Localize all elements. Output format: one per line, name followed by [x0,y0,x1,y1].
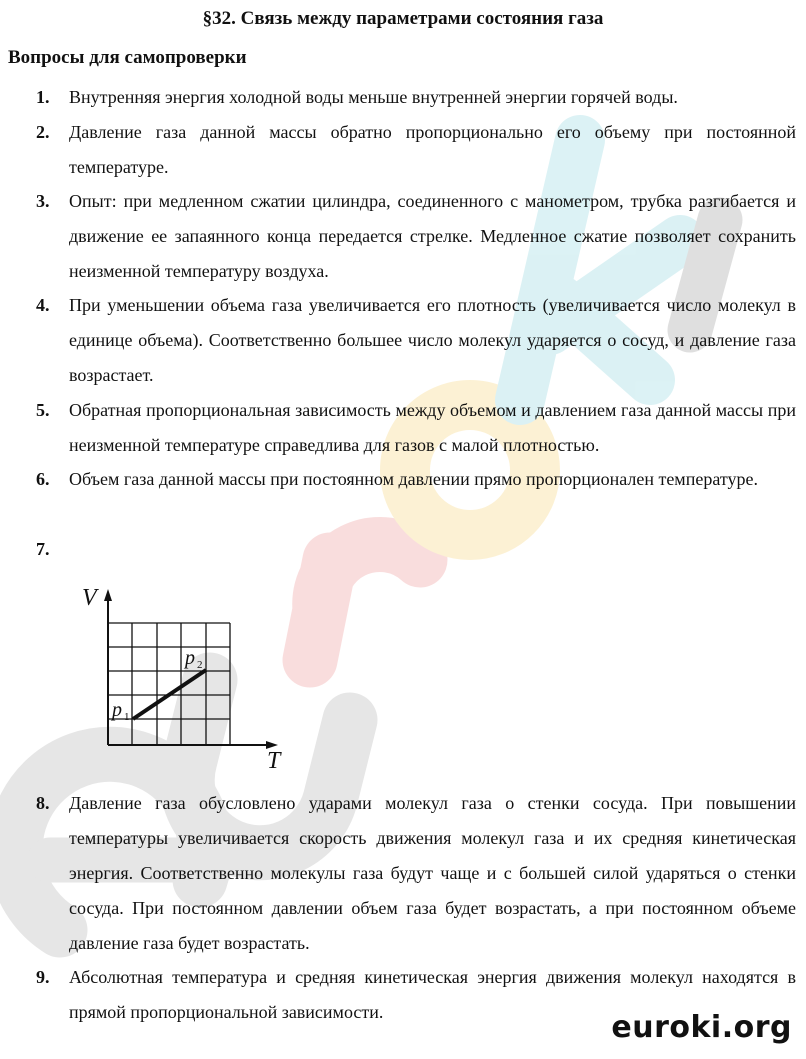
item-number: 2. [36,122,50,142]
item-number: 3. [36,191,50,211]
page-title: §32. Связь между параметрами состояния газа [202,8,604,29]
p2-subscript: 2 [197,659,203,671]
y-axis-label: V [82,585,97,611]
item-number: 5. [36,400,50,420]
item-number: 9. [36,967,50,987]
item-number: 1. [36,87,50,107]
item-text: Внутренняя энергия холодной воды меньше внутренней энергии горячей воды. [69,87,678,107]
p1-label: p [112,699,122,721]
item-number: 8. [36,793,50,813]
item-text: Давление газа данной массы обратно пропорционально его объему при постоянной температуре. [69,122,796,177]
p2-label: p [185,647,195,669]
item-number: 7. [36,539,50,559]
item-text: Давление газа обусловлено ударами молекул газа о стенки сосуда. При повышении температуры увеличивается скорость движения молекул газа и их средняя кинетическая энергия. Соответственно молекулы газа будут чаще и с большей силой ударяться о стенки сосуда. При постоянном давлении объем газа будет возрастать, а при постоянном объеме давление газа будет возрастать. [69,793,796,953]
y-axis-arrow [104,589,112,601]
item-text: Обратная пропорциональная зависимость между объемом и давлением газа данной массы при неизменной температуре справедлива для газов с малой плотностью. [69,400,796,455]
item-number: 4. [36,295,50,315]
graph-grid [108,623,230,745]
p1-subscript: 1 [124,711,130,723]
vt-graph [60,575,300,775]
euroki-logo: euroki.org [611,1010,792,1045]
item-text: Абсолютная температура и средняя кинетическая энергия движения молекул находятся в прямой пропорциональной зависимости. [69,967,796,1022]
item-number: 6. [36,469,50,489]
item-text: При уменьшении объема газа увеличивается его плотность (увеличивается число молекул в единице объема). Соответственно большее число молекул ударяется о сосуд, и давление газа возрастает. [69,295,796,385]
section-title: Вопросы для самопроверки [8,47,247,68]
item-text: Опыт: при медленном сжатии цилиндра, соединенного с манометром, трубка разгибается и движение ее запаянного конца передается стрелке. Медленное сжатие позволяет сохранить неизменной температуру воздуха. [69,191,796,281]
x-axis-label: T [267,748,281,774]
item-text: Объем газа данной массы при постоянном давлении прямо пропорционален температуре. [69,469,758,489]
